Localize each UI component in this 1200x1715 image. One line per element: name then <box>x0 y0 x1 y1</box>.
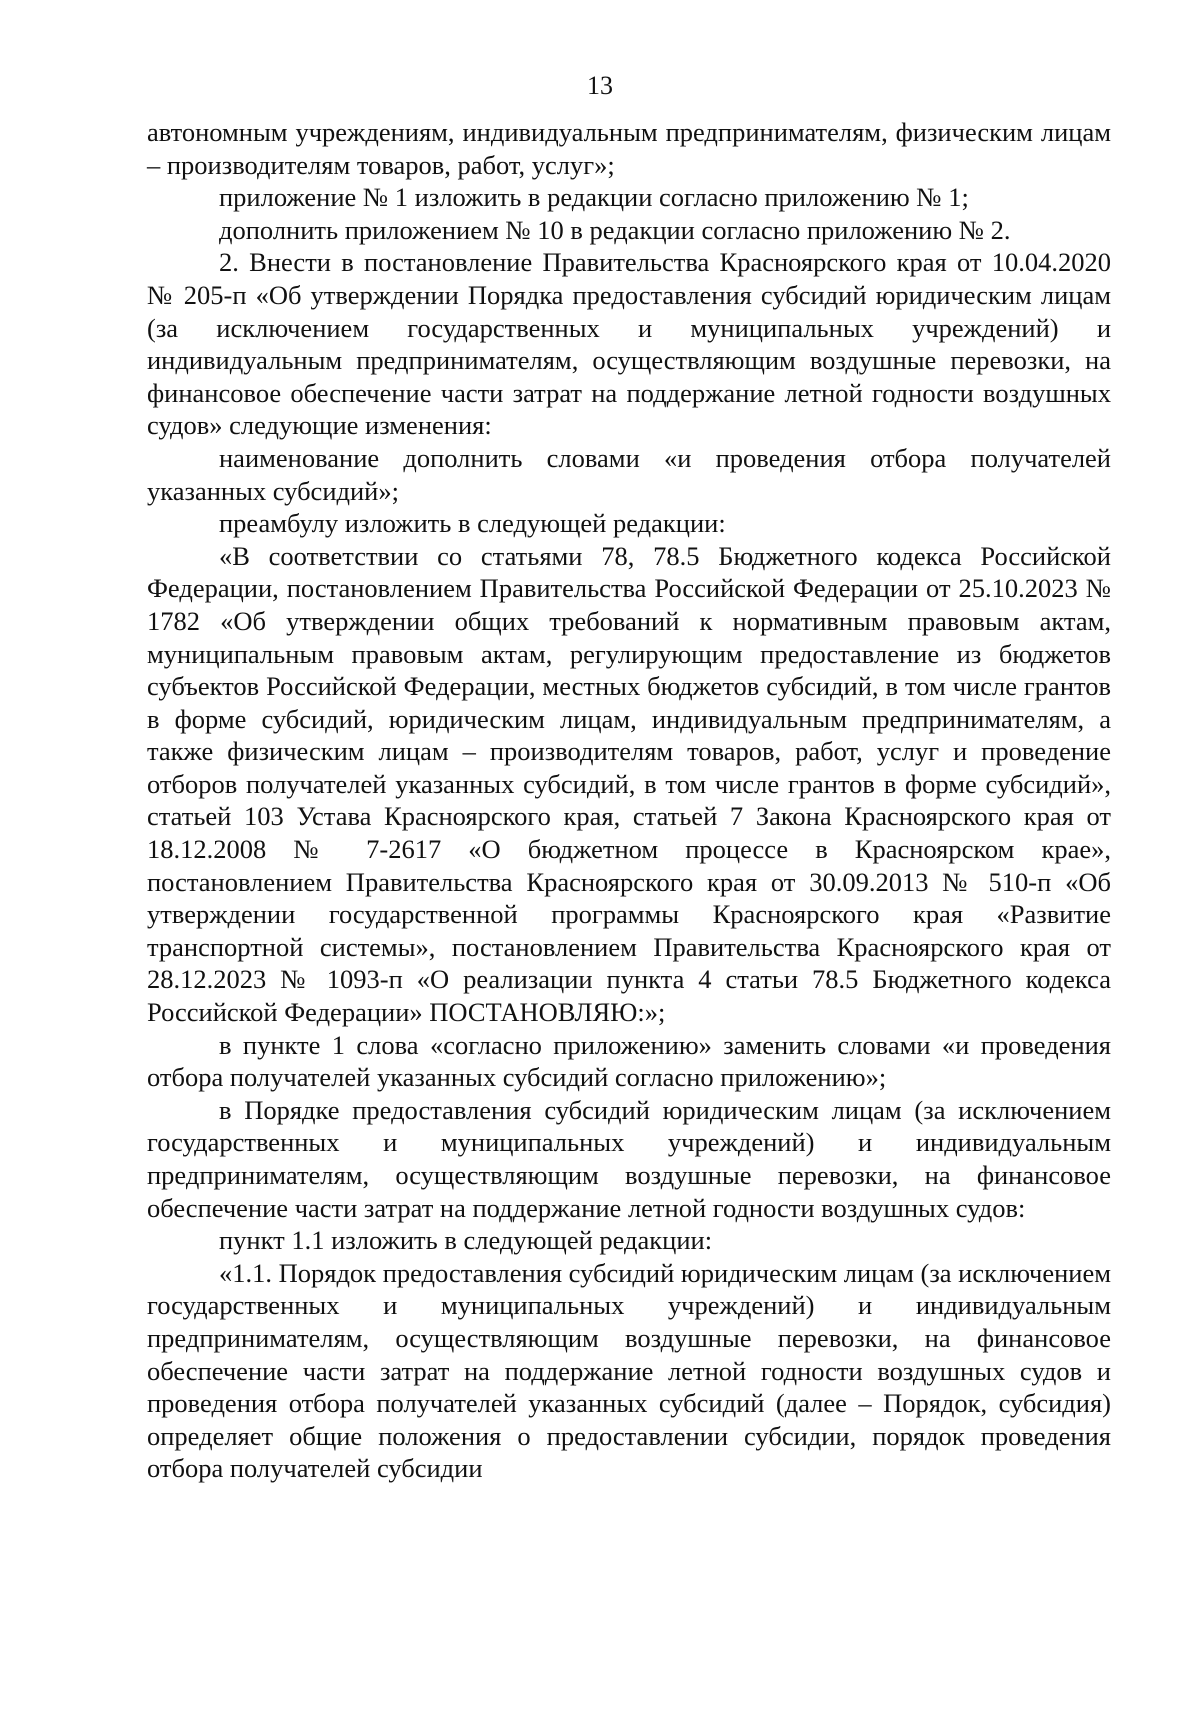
paragraph-point-1-change: в пункте 1 слова «согласно приложению» заменить словами «и проведения отбора получателей указанных субсидий согласно приложению»; <box>147 1029 1111 1093</box>
paragraph-item-2: 2. Внести в постановление Правительства Красноярского края от 10.04.2020 № 205-п «Об утверждении Порядка предоставления субсидий юридическим лицам (за исключением государственных и муниципальных учреждений) и индивидуальным предпринимателям, осуществляющим воздушные перевозки, на финансовое обеспечение части затрат на поддержание летной годности воздушных судов» следующие изменения: <box>147 247 1111 441</box>
document-body <box>147 116 1111 1485</box>
paragraph-preamble-text: «В соответствии со статьями 78, 78.5 Бюджетного кодекса Российской Федерации, постановлением Правительства Российской Федерации от 25.10.2023 № 1782 «Об утверждении общих требований к нормативным правовым актам, муниципальным правовым актам, регулирующим предоставление из бюджетов субъектов Российской Федерации, местных бюджетов субсидий, в том числе грантов в форме субсидий, юридическим лицам, индивидуальным предпринимателям, а также физическим лицам – производителям товаров, работ, услуг и проведение отборов получателей указанных субсидий, в том числе грантов в форме субсидий», статьей 103 Устава Красноярского края, статьей 7 Закона Красноярского края от 18.12.2008 № 7-2617 «О бюджетном процессе в Красноярском крае», постановлением Правительства Красноярского края от 30.09.2013 № 510-п «Об утверждении государственной программы Красноярского края «Развитие транспортной системы», постановлением Правительства Красноярского края от 28.12.2023 № 1093-п «О реализации пункта 4 статьи 78.5 Бюджетного кодекса Российской Федерации» ПОСТАНОВЛЯЮ:»; <box>147 540 1111 1028</box>
paragraph-point-1-1-intro: пункт 1.1 изложить в следующей редакции: <box>219 1225 713 1256</box>
paragraph-appendix-1: приложение № 1 изложить в редакции согласно приложению № 1; <box>219 182 969 213</box>
paragraph-title-change: наименование дополнить словами «и проведения отбора получателей указанных субсидий»; <box>147 442 1111 506</box>
paragraph-point-1-1-text: «1.1. Порядок предоставления субсидий юридическим лицам (за исключением государственных и муниципальных учреждений) и индивидуальным предпринимателям, осуществляющим воздушные перевозки, на финансовое обеспечение части затрат на поддержание летной годности воздушных судов и проведения отбора получателей указанных субсидий (далее – Порядок, субсидия) определяет общие положения о предоставлении субсидии, порядок проведения отбора получателей субсидии <box>147 1257 1111 1484</box>
paragraph-continuation: автономным учреждениям, индивидуальным предпринимателям, физическим лицам – производителям товаров, работ, услуг»; <box>147 117 1111 180</box>
paragraph-procedure: в Порядке предоставления субсидий юридическим лицам (за исключением государственных и муниципальных учреждений) и индивидуальным предпринимателям, осуществляющим воздушные перевозки, на финансовое обеспечение части затрат на поддержание летной годности воздушных судов: <box>147 1094 1111 1223</box>
paragraph-preamble-intro: преамбулу изложить в следующей редакции: <box>219 508 726 539</box>
paragraph-appendix-10: дополнить приложением № 10 в редакции согласно приложению № 2. <box>219 214 1011 245</box>
page-number: 13 <box>587 71 613 100</box>
